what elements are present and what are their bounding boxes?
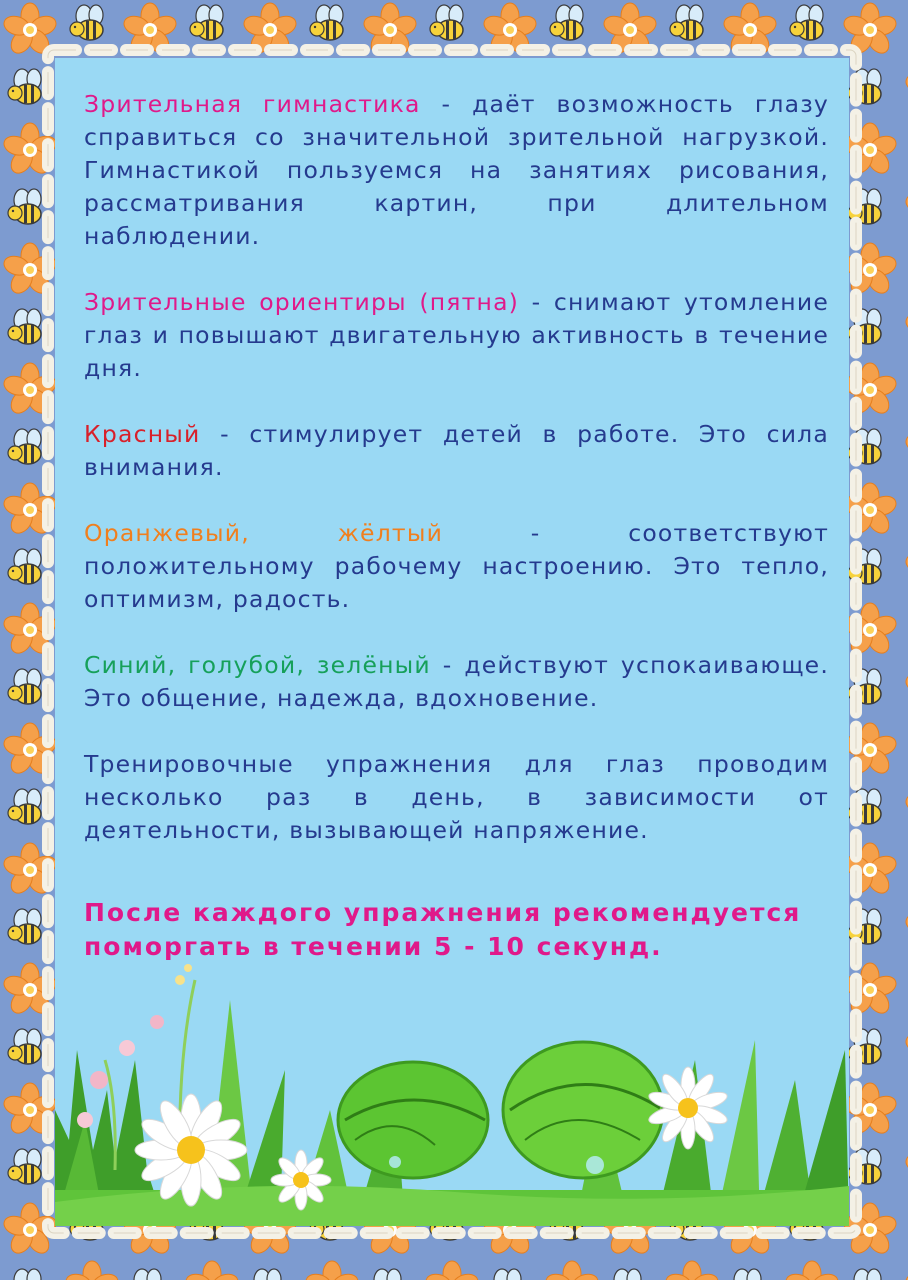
paragraph-visual-landmarks <box>84 286 829 385</box>
text-orange-yellow: - соответствуют положительному рабочему настроению. Это тепло, оптимизм, радость. <box>84 519 829 613</box>
keyword-red: Красный <box>84 420 201 448</box>
text-red: - стимулирует детей в работе. Это сила внимания. <box>84 420 829 481</box>
final-note: После каждого упражнения рекомендуется поморгать в течении 5 - 10 секунд. <box>84 898 802 961</box>
text-training: Тренировочные упражнения для глаз проводим несколько раз в день, в зависимости от деятельности, вызывающей напряжение. <box>84 750 829 844</box>
keyword-visual-landmarks: Зрительные ориентиры (пятна) <box>84 288 520 316</box>
leaf-ladybug-right-icon <box>503 1042 663 1178</box>
text-content <box>84 88 829 880</box>
paragraph-training <box>84 748 829 847</box>
paragraph-visual-gymnastics <box>84 88 829 253</box>
paragraph-red <box>84 418 829 484</box>
text-visual-gymnastics: - даёт возможность глазу справиться со значительной зрительной нагрузкой. Гимнастикой пользуемся на занятиях рисования, рассматривания картин, при длительном наблюдении. <box>84 90 830 250</box>
paragraph-orange-yellow <box>84 517 829 616</box>
text-visual-landmarks: - снимают утомление глаз и повышают двигательную активность в течение дня. <box>84 288 830 382</box>
keyword-blue-green: Синий, голубой, зелёный <box>84 651 431 679</box>
keyword-orange-yellow: Оранжевый, жёлтый <box>84 519 444 547</box>
daisy-small-icon <box>271 1150 331 1210</box>
keyword-visual-gymnastics: Зрительная гимнастика <box>84 90 421 118</box>
leaf-ladybug-left-icon <box>338 1062 488 1178</box>
paragraph-blue-green <box>84 649 829 715</box>
meadow-scene <box>55 940 849 1226</box>
text-blue-green: - действуют успокаивающе. Это общение, надежда, вдохновение. <box>84 651 829 712</box>
